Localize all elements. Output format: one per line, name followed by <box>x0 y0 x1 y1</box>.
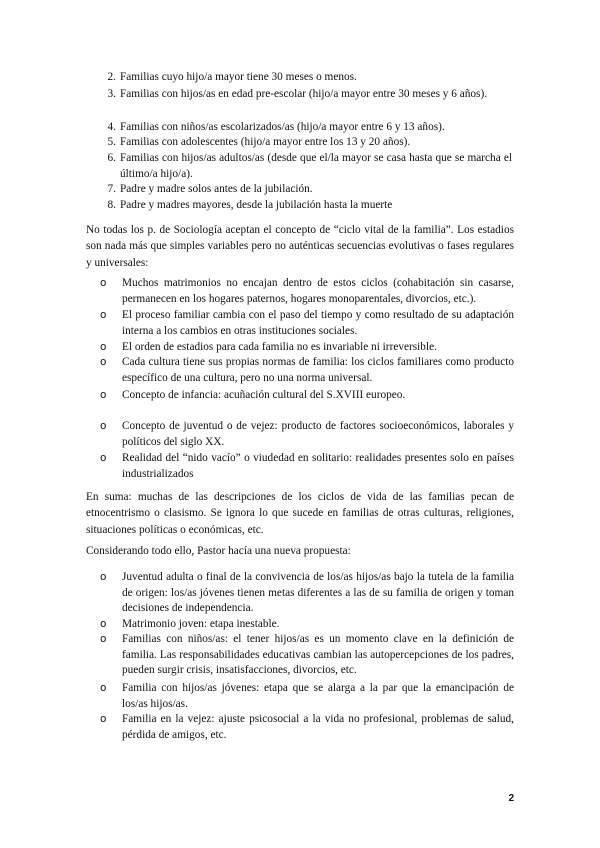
list-item <box>86 388 514 420</box>
list-text: Familia en la vejez: ajuste psicosocial a la vida no profesional, problemas de salud, pérdida de amigos, etc. <box>122 713 514 741</box>
list-text: Concepto de infancia: acuñación cultural del S.XVIII europeo. <box>122 389 406 401</box>
bullet-icon: o <box>100 309 107 321</box>
bullet-icon: o <box>100 713 107 725</box>
list-item <box>86 151 514 183</box>
list-item <box>86 87 514 119</box>
list-item <box>86 712 514 744</box>
bullet-icon: o <box>100 633 107 645</box>
list-text: Muchos matrimonios no encajan dentro de estos ciclos (cohabitación sin casarse, permanecen en los hogares paternos, hogares monoparentales, divorcios, etc.). <box>122 277 514 305</box>
paragraph-pastor: Considerando todo ello, Pastor hacía una nueva propuesta: <box>86 545 351 557</box>
list-number: 6. <box>107 152 116 164</box>
list-item <box>86 308 514 340</box>
list-item <box>86 632 514 680</box>
list-item <box>86 451 514 483</box>
bullet-icon: o <box>100 389 107 401</box>
list-item <box>86 617 514 633</box>
list-text: El proceso familiar cambia con el paso del tiempo y como resultado de su adaptación interna a los cambios en otras instituciones sociales. <box>122 309 514 337</box>
list-text: Familias con niños/as: el tener hijos/as es un momento clave en la definición de familia. Las responsabilidades educativas cambian las autopercepciones de los padres, pueden surgir crisis, insatisfacciones, divorcios, etc. <box>122 633 514 677</box>
list-item <box>86 276 514 308</box>
list-text: Matrimonio joven: etapa inestable. <box>122 618 280 630</box>
bullet-icon: o <box>100 341 107 353</box>
list-text: Familias cuyo hijo/a mayor tiene 30 meses o menos. <box>120 71 357 83</box>
list-item <box>86 182 514 198</box>
list-text: Familias con adolescentes (hijo/a mayor entre los 13 y 20 años). <box>120 136 411 148</box>
list-text: Familias con hijos/as en edad pre-escolar (hijo/a mayor entre 30 meses y 6 años). <box>120 88 488 100</box>
page-number: 2 <box>508 793 514 804</box>
bullet-icon: o <box>100 452 107 464</box>
bullet-icon: o <box>100 571 107 583</box>
list-item <box>86 120 514 136</box>
list-number: 7. <box>107 183 116 195</box>
list-text: Concepto de juventud o de vejez: producto de factores socioeconómicos, laborales y políticos del siglo XX. <box>122 420 514 448</box>
list-text: El orden de estadios para cada familia no es invariable ni irreversible. <box>122 341 437 353</box>
list-item <box>86 135 514 151</box>
list-item <box>86 570 514 618</box>
list-item <box>86 681 514 713</box>
list-text: Realidad del “nido vacío” o viudedad en solitario: realidades presentes solo en países industrializados <box>122 452 514 480</box>
list-item <box>86 198 514 214</box>
bullet-icon: o <box>100 682 107 694</box>
bullet-icon: o <box>100 420 107 432</box>
list-text: Familias con niños/as escolarizados/as (hijo/a mayor entre 6 y 13 años). <box>120 121 445 133</box>
bullet-icon: o <box>100 356 107 368</box>
paragraph-sociology: No todas los p. de Sociología aceptan el concepto de “ciclo vital de la familia”. Los estadios son nada más que simples variables pero no auténticas secuencias evolutivas o fases regulares y universales: <box>86 224 514 269</box>
list-number: 8. <box>107 199 116 211</box>
list-text: Padre y madre solos antes de la jubilación. <box>120 183 313 195</box>
list-number: 5. <box>107 136 116 148</box>
list-item <box>86 419 514 451</box>
list-text: Juventud adulta o final de la convivencia de los/as hijos/as bajo la tutela de la familia de origen: los/as jóvenes tienen metas diferentes a las de su familia de origen y toman decisiones de independencia. <box>122 571 514 615</box>
list-text: Padre y madres mayores, desde la jubilación hasta la muerte <box>120 199 393 211</box>
list-number: 3. <box>107 88 116 100</box>
list-item <box>86 340 514 356</box>
list-text: Familia con hijos/as jóvenes: etapa que se alarga a la par que la emancipación de los/as hijos/as. <box>122 682 514 710</box>
bullet-icon: o <box>100 277 107 289</box>
list-item <box>86 355 514 387</box>
list-item <box>86 70 514 86</box>
paragraph-summary: En suma: muchas de las descripciones de los ciclos de vida de las familias pecan de etnocentrismo o clasismo. Se ignora lo que sucede en familias de otras culturas, religiones, situaciones políticas o económicas, etc. <box>86 491 514 536</box>
bullet-icon: o <box>100 618 107 630</box>
list-text: Cada cultura tiene sus propias normas de familia: los ciclos familiares como producto específico de una cultura, pero no una norma universal. <box>122 356 514 384</box>
list-text: Familias con hijos/as adultos/as (desde que el/la mayor se casa hasta que se marcha el último/a hijo/a). <box>120 152 512 180</box>
list-number: 4. <box>107 121 116 133</box>
list-number: 2. <box>107 71 116 83</box>
